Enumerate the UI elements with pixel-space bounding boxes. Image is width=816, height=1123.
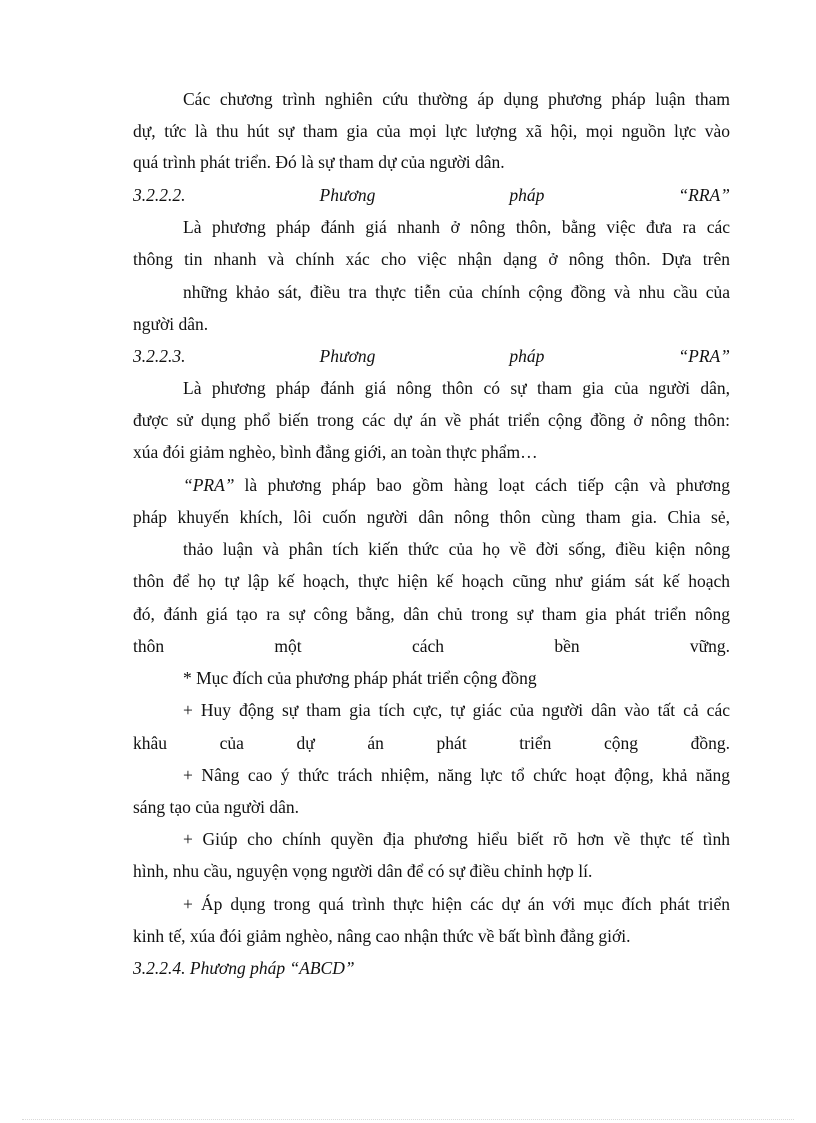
paragraph-line: những khảo sát, điều tra thực tiễn của chính cộng đồng và nhu cầu của xyxy=(183,282,730,302)
heading-word: “RRA” xyxy=(678,185,730,205)
paragraph-line: pháp khuyến khích, lôi cuốn người dân nông thôn cùng tham gia. Chia sẻ, xyxy=(133,507,730,527)
paragraph-line: đó, đánh giá tạo ra sự công bằng, dân chủ trong sự tham gia phát triển nông xyxy=(133,604,730,624)
pra-term: “PRA” xyxy=(183,475,235,495)
paragraph-line: quá trình phát triển. Đó là sự tham dự của người dân. xyxy=(133,152,505,172)
paragraph-line: thảo luận và phân tích kiến thức của họ về đời sống, điều kiện nông xyxy=(183,539,730,559)
paragraph-line: Là phương pháp đánh giá nông thôn có sự tham gia của người dân, xyxy=(183,378,730,398)
paragraph-line: dự, tức là thu hút sự tham gia của mọi lực lượng xã hội, mọi nguồn lực vào xyxy=(133,121,730,141)
section-heading-pra xyxy=(133,344,730,368)
heading-word: “PRA” xyxy=(678,346,730,366)
paragraph-line: là phương pháp bao gồm hàng loạt cách tiếp cận và phương xyxy=(244,475,730,495)
paragraph-line: được sử dụng phổ biến trong các dự án về phát triển cộng đồng ở nông thôn: xyxy=(133,410,730,430)
paragraph-line: thôn để họ tự lập kế hoạch, thực hiện kế hoạch cũng như giám sát kế hoạch xyxy=(133,571,730,591)
paragraph-line: hình, nhu cầu, nguyện vọng người dân để có sự điều chỉnh hợp lí. xyxy=(133,861,593,881)
paragraph-line: thôn một cách bền vững. xyxy=(133,636,730,656)
heading-word: pháp xyxy=(509,346,545,366)
paragraph-line: khâu của dự án phát triển cộng đồng. xyxy=(133,733,730,753)
paragraph-line-pra xyxy=(183,473,730,497)
paragraph-line: kinh tế, xúa đói giảm nghèo, nâng cao nhận thức về bất bình đẳng giới. xyxy=(133,926,631,946)
paragraph-line: Các chương trình nghiên cứu thường áp dụng phương pháp luận tham xyxy=(183,89,730,109)
section-heading-rra xyxy=(133,183,730,207)
paragraph-line: xúa đói giảm nghèo, bình đẳng giới, an toàn thực phẩm… xyxy=(133,442,538,462)
section-heading-abcd: 3.2.2.4. Phương pháp “ABCD” xyxy=(133,958,355,978)
paragraph-line: thông tin nhanh và chính xác cho việc nhận dạng ở nông thôn. Dựa trên xyxy=(133,249,730,269)
heading-word: Phương xyxy=(319,346,376,366)
heading-word: pháp xyxy=(509,185,545,205)
bullet-line: + Áp dụng trong quá trình thực hiện các dự án với mục đích phát triển xyxy=(183,894,730,914)
bullet-line: + Huy động sự tham gia tích cực, tự giác của người dân vào tất cả các xyxy=(183,700,730,720)
heading-number: 3.2.2.3. xyxy=(133,346,186,366)
paragraph-line: người dân. xyxy=(133,314,209,334)
heading-number: 3.2.2.2. xyxy=(133,185,186,205)
page-bottom-divider xyxy=(22,1119,794,1120)
paragraph-line: Là phương pháp đánh giá nhanh ở nông thôn, bằng việc đưa ra các xyxy=(183,217,730,237)
bullet-line: + Giúp cho chính quyền địa phương hiểu biết rõ hơn về thực tế tình xyxy=(183,829,730,849)
heading-word: Phương xyxy=(319,185,376,205)
paragraph-line: sáng tạo của người dân. xyxy=(133,797,299,817)
bullet-line: + Nâng cao ý thức trách nhiệm, năng lực tổ chức hoạt động, khả năng xyxy=(183,765,730,785)
purpose-heading: * Mục đích của phương pháp phát triển cộng đồng xyxy=(183,668,537,688)
